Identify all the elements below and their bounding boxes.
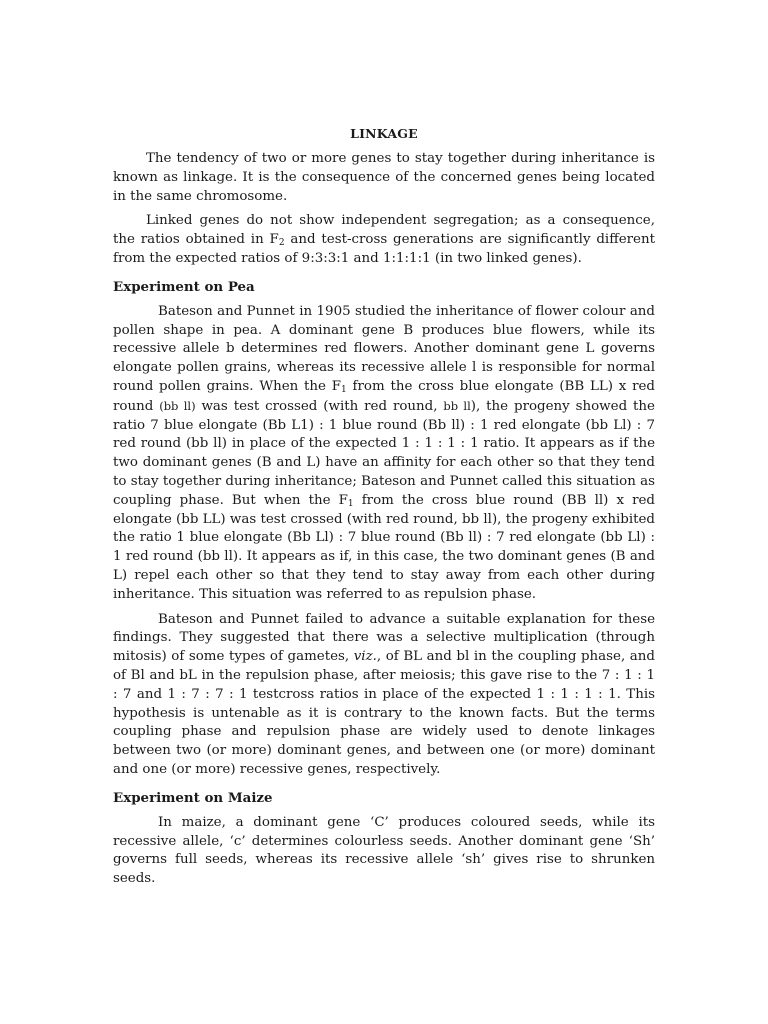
pea-p1-text-c: was test crossed (with red round,: [195, 398, 444, 414]
pea-p1-text-d: ), the progeny showed the ratio 7 blue elongate (Bb L1) : 1 blue round (Bb ll) : 1 red elongate (bb Ll) : 7 red round (bb ll) in place of the expected 1 : 1 : 1 : 1 ratio. It appears as if the two dominant genes (B and L) have an affinity for each other so that they tend to stay together during inheritance; Bateson and Punnet called this situation as coupling phase. But when the F: [113, 398, 655, 508]
pea-p2-italic: viz.: [353, 649, 377, 665]
pea-p1-subscript-2: 1: [347, 498, 354, 509]
pea-paragraph-1: [113, 303, 655, 605]
pea-p2-text-a: Bateson and Punnet failed to advance a suitable explanation for these findings. They suggested that there was a selective multiplication (through mitosis) of some types of gametes,: [113, 611, 655, 665]
pea-p1-small-1: (bb ll): [159, 398, 196, 413]
pea-paragraph-2: [113, 611, 655, 780]
pea-p1-text-a: Bateson and Punnet in 1905 studied the inheritance of flower colour and pollen shape in pea. A dominant gene B produces blue flowers, while its recessive allele b determines red flowers. Another dominant gene L governs elongate pollen grains, whereas its recessive allele l is responsible for normal round pollen grains. When the F: [113, 303, 655, 394]
page-title: LINKAGE: [350, 126, 418, 141]
intro-paragraph-2: [113, 212, 655, 268]
intro-p2-text-a: Linked genes do not show independent segregation; as a consequence, the ratios obtained in F: [113, 213, 655, 248]
document-page: [113, 124, 655, 889]
pea-p1-subscript-1: 1: [341, 384, 347, 395]
pea-p2-text-b: , of BL and bl in the coupling phase, and of Bl and bL in the repulsion phase, after meiosis; this gave rise to the 7 : 1 : 1 : 7 and 1 : 7 : 7 : 1 testcross ratios in place of the expected 1 : 1 : 1 : 1. This hypothesis is untenable as it is contrary to the known facts. But the terms coupling phase and repulsion phase are widely used to denote linkages between two (or more) dominant genes, and between one (or more) dominant and one (or more) recessive genes, respectively.: [113, 649, 655, 777]
maize-paragraph-1: In maize, a dominant gene ‘C’ produces coloured seeds, while its recessive allele, ‘c’ determines colourless seeds. Another dominant gene ‘Sh’ governs full seeds, whereas its recessive allele ‘sh’ gives rise to shrunken seeds.: [113, 814, 655, 887]
intro-p2-subscript: 2: [278, 238, 285, 249]
pea-p1-text-e: from the cross blue round (BB ll) x red elongate (bb LL) was test crossed (with red round, bb ll), the progeny exhibited the ratio 1 blue elongate (Bb Ll) : 7 blue round (Bb ll) : 7 red elongate (bb Ll) : 1 red round (bb ll). It appears as if, in this case, the two dominant genes (B and L) repel each other so that they tend to stay away from each other during inheritance. This situation was referred to as repulsion phase.: [113, 492, 655, 602]
pea-heading: Experiment on Pea: [113, 278, 255, 295]
pea-p1-text-b: from the cross blue elongate (BB LL) x red round: [113, 378, 655, 414]
intro-p2-text-b: and test-cross generations are significantly different from the expected ratios of 9:3:3:1 and 1:1:1:1 (in two linked genes).: [113, 232, 655, 266]
pea-p1-small-2: bb ll: [443, 398, 471, 413]
maize-heading: Experiment on Maize: [113, 789, 273, 806]
intro-paragraph-1: The tendency of two or more genes to stay together during inheritance is known as linkage. It is the consequence of the concerned genes being located in the same chromosome.: [113, 151, 655, 204]
